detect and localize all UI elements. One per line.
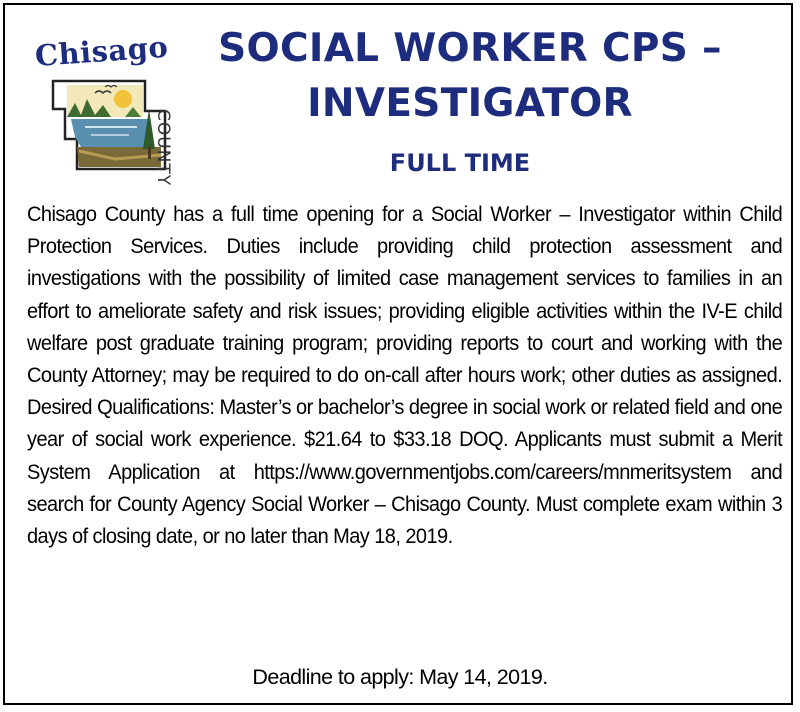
job-description: Chisago County has a full time opening for a Social Worker – Investigator within Child Protection Services. Duties include providing child protection assessment and investigations with the possibility of limited case management services to families in an effort to ameliorate safety and risk issues; providing eligible activities within the IV-E child welfare post graduate training program; providing reports to court and working with the County Attorney; may be required to do on-call after hours work; other duties as assigned. Desired Qualifications: Master’s or bachelor’s degree in social work or related field and one year of social work experience. $21.64 to $33.18 DOQ. Applicants must submit a Merit System Application at https://www.governmentjobs.com/careers/mnmeritsystem and search for County Agency Social Worker – Chisago County. Must complete exam within 3 days of closing date, or no later than May 18, 2019. <box>27 202 783 549</box>
job-title-line-2: INVESTIGATOR <box>307 81 633 126</box>
logo-county-label: COUNTY <box>153 109 173 187</box>
job-ad-frame <box>3 3 793 705</box>
application-deadline: Deadline to apply: May 14, 2019. <box>252 665 548 689</box>
logo-wordmark: Chisago <box>33 29 170 73</box>
employment-type: FULL TIME <box>389 149 531 177</box>
job-title-line-1: SOCIAL WORKER CPS – <box>218 26 722 71</box>
job-title <box>200 21 740 131</box>
county-logo <box>25 19 201 189</box>
